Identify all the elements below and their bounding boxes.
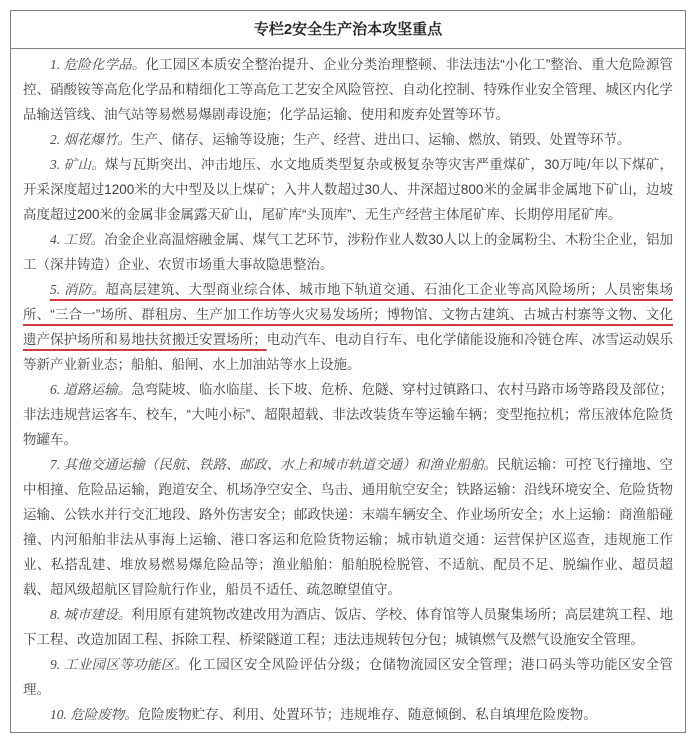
item-text: 危险废物贮存、利用、处置环节；违规堆存、随意倾倒、私自填埋危险废物。: [137, 707, 597, 722]
item-text: 急弯陡坡、临水临崖、长下坡、危桥、危隧、穿村过镇路口、农村马路市场等路段及部位；非法违规营运客车、校车，“大吨小标”、超限超载、非法改装货车等运输车辆；变型拖拉机；常压液体危险货物罐车。: [23, 382, 674, 447]
item-category: 工贸。: [63, 232, 105, 247]
item-number: 6.: [50, 382, 64, 397]
item-paragraph-4: [23, 227, 673, 277]
item-category: 工业园区等功能区。: [63, 657, 189, 672]
item-number: 2.: [50, 132, 64, 147]
column-panel: [10, 10, 686, 733]
item-text: 生产、储存、运输等设施；生产、经营、进出口、运输、燃放、销毁、处置等环节。: [131, 132, 631, 147]
item-number: 7.: [50, 457, 64, 472]
item-number: 4.: [50, 232, 64, 247]
item-number: 1.: [50, 57, 64, 72]
item-text: 煤与瓦斯突出、冲击地压、水文地质类型复杂或极复杂等灾害严重煤矿，30万吨/年以下煤矿，开采深度超过1200米的大中型及以上煤矿；入井人数超过30人、井深超过800米的金属非金属地下矿山，边坡高度超过200米的金属非金属露天矿山，尾矿库“头顶库”、无生产经营主体尾矿库、长期停用尾矿库。: [23, 157, 674, 222]
content-area: [11, 49, 685, 732]
item-category: 道路运输。: [63, 382, 132, 397]
item-5-underlined-text: 超高层建筑、大型商业综合体、城市地下轨道交通、石油化工企业等高风险场所；人员密集场所、“三合一”场所、群租房、生产加工作坊等火灾易发场所；博物馆、文物古建筑、古城古村寨等文物、文化遗产保护场所和易地扶贫搬迁安置场所；: [23, 282, 674, 347]
item-number: 8.: [50, 607, 64, 622]
item-category: 消防。: [63, 282, 106, 297]
item-paragraph-6: [23, 377, 673, 452]
item-category: 其他交通运输（民航、铁路、邮政、水上和城市轨道交通）和渔业船舶。: [63, 457, 497, 472]
item-paragraph-1: [23, 52, 673, 127]
panel-title: 专栏2安全生产治本攻坚重点: [11, 11, 685, 49]
item-text: 利用原有建筑物改建改用为酒店、饭店、学校、体育馆等人员聚集场所；高层建筑工程、地下工程、改造加固工程、拆除工程、桥梁隧道工程；违法违规转包分包；城镇燃气及燃气设施安全管理。: [23, 607, 674, 647]
item-number: 5.: [50, 282, 64, 297]
item-category: 烟花爆竹。: [63, 132, 131, 147]
item-category: 危险废物。: [70, 707, 138, 722]
item-number: 3.: [50, 157, 64, 172]
item-text: 化工园区安全风险评估分级；仓储物流园区安全管理；港口码头等功能区安全管理。: [23, 657, 674, 697]
item-paragraph-2: [23, 127, 673, 152]
item-paragraph-8: [23, 602, 673, 652]
item-paragraph-10: [23, 702, 673, 727]
item-paragraph-5: [23, 277, 673, 377]
item-text: 冶金企业高温熔融金属、煤气工艺环节，涉粉作业人数30人以上的金属粉尘、木粉尘企业，铝加工（深井铸造）企业、农贸市场重大事故隐患整治。: [23, 232, 674, 272]
item-paragraph-3: [23, 152, 673, 227]
item-5-rest-text: 电动汽车、电动自行车、电化学储能设施和冷链仓库、冰雪运动娱乐等新产业新业态；船舶、船闸、水上加油站等水上设施。: [23, 332, 674, 372]
item-number: 9.: [50, 657, 64, 672]
item-paragraph-9: [23, 652, 673, 702]
item-text: 化工园区本质安全整治提升、企业分类治理整顿、非法违法“小化工”整治、重大危险源管控、硝酸铵等高危化学品和精细化工等高危工艺安全风险管控、自动化控制、特殊作业安全管理、城区内化学品输送管线、油气站等易燃易爆剧毒设施；化学品运输、使用和废弃处置等环节。: [23, 57, 674, 122]
item-category: 危险化学品。: [63, 57, 146, 72]
item-number: 10.: [50, 707, 71, 722]
item-text: 民航运输：可控飞行撞地、空中相撞、危险品运输，跑道安全、机场净空安全、鸟击、通用航空安全；铁路运输：沿线环境安全、危险货物运输、公铁水并行交汇地段、路外伤害安全；邮政快递：末端车辆安全、作业场所安全；水上运输：商渔船碰撞、内河船舶非法从事海上运输、港口客运和危险货物运输；城市轨道交通：运营保护区巡查，违规施工作业、私搭乱建、堆放易燃易爆危险品等；渔业船舶：船舶脱检脱管、不适航、配员不足、脱编作业、超员超载、超风级超航区冒险航行作业，船员不适任、疏忽瞭望值守。: [23, 457, 674, 597]
item-category: 城市建设。: [63, 607, 132, 622]
item-paragraph-7: [23, 452, 673, 602]
item-category: 矿山。: [63, 157, 105, 172]
